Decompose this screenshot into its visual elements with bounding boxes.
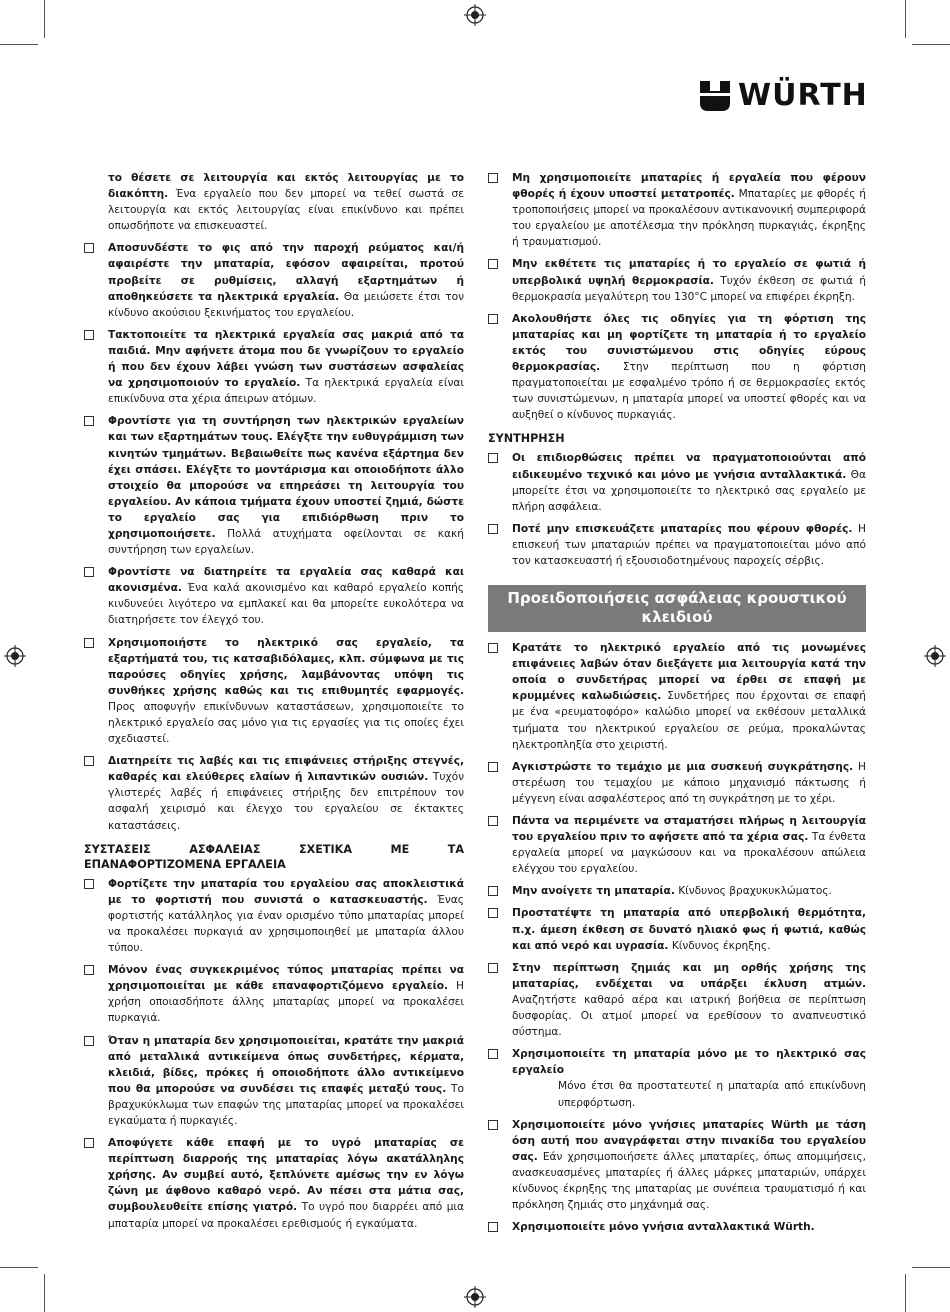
- list-item: [84, 876, 464, 956]
- item-text: Η στερέωση του τεμαχίου με κάποιο μηχανισμό πάκτωσης ή μέγγενη είναι ασφαλέστερος από τη συγκράτηση με το χέρι.: [512, 760, 866, 805]
- item-bold: Διατηρείτε τις λαβές και τις επιφάνειες στήριξης στεγνές, καθαρές και ελεύθερες ελαίων ή λιπαντικών ουσιών.: [108, 755, 464, 784]
- item-bold: Αποφύγετε κάθε επαφή με το υγρό μπαταρίας σε περίπτωση διαρροής της μπαταρίας λόγω ακατάλληλης χρήσης. Αν συμβεί αυτό, ξεπλύνετε αμέσως την εν λόγω ζώνη με άφθονο καθαρό νερό. Αν πέσει στα μάτια σας, συμβουλευθείτε επίσης γιατρό.: [108, 1137, 464, 1214]
- item-bold: Ποτέ μην επισκευάζετε μπαταρίες που φέρουν φθορές.: [512, 522, 853, 535]
- intro-bold: το θέσετε σε λειτουργία και εκτός λειτουργίας με το διακόπτη.: [108, 172, 464, 201]
- list-item: [488, 813, 866, 877]
- list-item: [488, 883, 866, 899]
- checkbox-icon: [84, 330, 94, 340]
- list-item: [488, 960, 866, 1040]
- item-text: Τα ηλεκτρικά εργαλεία είναι επικίνδυνα στα χέρια άπειρων ατόμων.: [108, 377, 464, 406]
- item-text: Ένας φορτιστής κατάλληλος για έναν ορισμένο τύπο μπαταρίας μπορεί να προκαλέσει πυρκαγιά αν χρησιμοποιηθεί με μπαταρία άλλου τύπου.: [108, 893, 464, 955]
- item-text: Μπαταρίες με φθορές ή τροποποιήσεις μπορεί να προκαλέσουν αντικανονική συμπεριφορά του εργαλείου με αποτέλεσμα την πρόκληση πυρκαγιάς, έκρηξης ή τραυματισμού.: [512, 188, 867, 249]
- heading-line-2: ΕΠΑΝΑΦΟΡΤΙΖΟΜΕΝΑ ΕΡΓΑΛΕΙΑ: [84, 857, 286, 871]
- list-item: [488, 759, 866, 807]
- item-text: Πολλά ατυχήματα οφείλονται σε κακή συντήρηση των εργαλείων.: [108, 527, 464, 557]
- item-bold: Χρησιμοποιείτε μόνο γνήσια ανταλλακτικά Würth.: [512, 1221, 815, 1234]
- list-item: [488, 1117, 866, 1214]
- item-bold: Κρατάτε το ηλεκτρικό εργαλείο από τις μονωμένες επιφάνειες λαβών όταν διεξάγετε μια λειτουργία κατά την οποία ο συνδετήρας μπορεί να έρθει σε επαφή με κρυμμένες καλωδιώσεις.: [512, 642, 866, 703]
- item-text: Η χρήση οποιασδήποτε άλλης μπαταρίας μπορεί να προκαλέσει πυρκαγιά.: [108, 980, 465, 1025]
- checkbox-icon: [84, 965, 94, 975]
- checkbox-icon: [84, 638, 94, 648]
- item-bold: Αγκιστρώστε το τεμάχιο με μια συσκευή συγκράτησης.: [512, 760, 854, 773]
- banner-line-1: Προειδοποιήσεις ασφάλειας κρουστικού: [507, 589, 847, 608]
- item-text: Τυχόν γλιστερές λαβές ή επιφάνειες στήριξης δεν επιτρέπουν τον ασφαλή χειρισμό και έλεγχο του εργαλείου σε έκτακτες καταστάσεις.: [108, 771, 464, 832]
- wurth-logo-icon: [698, 79, 732, 113]
- list-item: [84, 962, 464, 1026]
- checkbox-icon: [488, 314, 498, 324]
- item-text: Προς αποφυγήν επικίνδυνων καταστάσεων, χρησιμοποιείτε το ηλεκτρικό εργαλείο σας μόνο για τις εργασίες για τις οποίες έχει σχεδιαστεί.: [108, 700, 464, 746]
- list-item: [84, 1033, 464, 1130]
- list-item: [84, 1135, 464, 1232]
- item-bold: Φορτίζετε την μπαταρία του εργαλείου σας αποκλειστικά με το φορτιστή που συνιστά ο κατασκευαστής.: [108, 877, 464, 906]
- list-item: [84, 240, 464, 320]
- item-text: Συνδετήρες που έρχονται σε επαφή με ένα «ρευματοφόρο» καλώδιο μπορεί να εκθέσουν μεταλλικά τμήματα του ηλεκτρικού εργαλείου σε ρεύμα, προκαλώντας ηλεκτροπληξία στο χειριστή.: [512, 690, 866, 751]
- item-text: Θα μειώσετε έτσι τον κίνδυνο ακούσιου ξεκινήματος του εργαλείου.: [108, 290, 464, 319]
- section-banner-impact-wrench: [488, 585, 866, 632]
- checkbox-icon: [488, 908, 498, 918]
- checkbox-icon: [488, 453, 498, 463]
- item-bold: Όταν η μπαταρία δεν χρησιμοποιείται, κρατάτε την μακριά από μεταλλικά αντικείμενα όπως συνδετήρες, κέρματα, κλειδιά, βίδες, πρόκες ή οποιοδήποτε άλλο αντικείμενο που θα μπορούσε να συνδέσει τις επαφές μεταξύ τους.: [108, 1034, 464, 1095]
- brand-name: WÜRTH: [738, 78, 868, 113]
- checkbox-icon: [488, 762, 498, 772]
- checkbox-icon: [488, 643, 498, 653]
- wurth-logo: [698, 78, 868, 113]
- checkbox-icon: [84, 243, 94, 253]
- crop-mark: [912, 44, 950, 45]
- intro-paragraph: [84, 170, 464, 234]
- item-text: Το βραχυκύκλωμα των επαφών της μπαταρίας μπορεί να προκαλέσει εγκαύματα ή πυρκαγιές.: [108, 1082, 464, 1127]
- item-text: Θα μπορείτε έτσι να χρησιμοποιείτε το ηλεκτρικό σας εργαλείο με πλήρη ασφάλεια.: [512, 468, 866, 513]
- list-item: [84, 564, 464, 628]
- item-bold: Αποσυνδέστε το φις από την παροχή ρεύματος και/ή αφαιρέστε την μπαταρία, εφόσον αφαιρείται, προτού προβείτε σε ρυθμίσεις, αλλαγή εξαρτημάτων ή αποθηκεύσετε τα ηλεκτρικά εργαλεία.: [108, 242, 464, 303]
- checkbox-icon: [84, 416, 94, 426]
- heading-line-1: ΣΥΣΤΑΣΕΙΣ ΑΣΦΑΛΕΙΑΣ ΣΧΕΤΙΚΑ ΜΕ ΤΑ: [84, 842, 464, 856]
- list-item: [84, 327, 464, 407]
- checkbox-icon: [488, 816, 498, 826]
- checkbox-icon: [488, 173, 498, 183]
- item-bold: Μη χρησιμοποιείτε μπαταρίες ή εργαλεία που φέρουν φθορές ή έχουν υποστεί μετατροπές.: [512, 172, 866, 201]
- crop-mark: [905, 1274, 906, 1312]
- item-bold: Χρησιμοποιείτε μόνο γνήσιες μπαταρίες Würth με τάση όση αυτή που αναγράφεται στην πινακίδα του εργαλείου σας.: [512, 1118, 866, 1163]
- list-item: [488, 170, 866, 250]
- left-column: [84, 170, 464, 1238]
- item-text: Εάν χρησιμοποιήσετε άλλες μπαταρίες, όπως απομιμήσεις, ανασκευασμένες μπαταρίες ή άλλες μάρκες μπαταριών, υπάρχει κίνδυνος έκρηξης της μπαταρίας με συνέπεια τραυματισμό ή και πρόκληση ζημιάς στο μηχάνημά σας.: [512, 1150, 866, 1212]
- right-column: [488, 170, 866, 1241]
- list-item: [488, 1219, 866, 1235]
- item-text: Η επισκευή των μπαταριών πρέπει να πραγματοποιείται μόνο από τον κατασκευαστή ή εξουσιοδοτημένους παροχείς σέρβις.: [512, 522, 866, 567]
- checkbox-icon: [84, 1138, 94, 1148]
- list-item: [488, 640, 866, 753]
- item-text: Το υγρό που διαρρέει από μια μπαταρία μπορεί να προκαλέσει ερεθισμούς ή εγκαύματα.: [108, 1201, 464, 1230]
- crop-mark: [0, 44, 38, 45]
- crop-mark: [912, 1267, 950, 1268]
- crop-mark: [905, 0, 906, 38]
- item-bold: Μην ανοίγετε τη μπαταρία.: [512, 885, 675, 898]
- checkbox-icon: [488, 1049, 498, 1059]
- banner-line-2: κλειδιού: [641, 608, 713, 627]
- item-text: Αναζητήστε καθαρό αέρα και ιατρική βοήθεια σε περίπτωση δυσφορίας. Οι ατμοί μπορεί να ερεθίσουν το αναπνευστικό σύστημα.: [512, 993, 866, 1039]
- item-bold: Ακολουθήστε όλες τις οδηγίες για τη φόρτιση της μπαταρίας και μη φορτίζετε τη μπαταρία ή το εργαλείο εκτός του συνιστώμενου στις οδηγίες εύρους θερμοκρασίας.: [512, 312, 866, 374]
- checkbox-icon: [488, 1222, 498, 1232]
- list-item: [488, 905, 866, 953]
- list-item: [488, 521, 866, 569]
- checkbox-icon: [488, 963, 498, 973]
- item-bold: Τακτοποιείτε τα ηλεκτρικά εργαλεία σας μακριά από τα παιδιά. Μην αφήνετε άτομα που δε γνωρίζουν το εργαλείο ή που δεν έχουν λάβει γνώση των συστάσεων ασφαλείας να χρησιμοποιούν το εργαλείο.: [108, 328, 464, 390]
- item-bold: Πάντα να περιμένετε να σταματήσει πλήρως η λειτουργία του εργαλείου πριν το αφήσετε από τα χέρια σας.: [512, 815, 866, 844]
- crop-mark: [44, 0, 45, 38]
- checkbox-icon: [84, 1036, 94, 1046]
- item-bold: Χρησιμοποιείτε τη μπαταρία μόνο με το ηλεκτρικό σας εργαλείο: [512, 1048, 866, 1077]
- list-item: [488, 256, 866, 304]
- item-bold: Χρησιμοποιήστε το ηλεκτρικό σας εργαλείο, τα εξαρτήματά του, τις κατσαβιδόλαμες, κλπ. σύμφωνα με τις παρούσες οδηγίες χρήσης, λαμβάνοντας υπόψη τις συνθήκες χρήσης καθώς και τις επιθυμητές εφαρμογές.: [108, 636, 464, 697]
- section-heading-maintenance: ΣΥΝΤΗΡΗΣΗ: [488, 432, 565, 446]
- item-text: Στην περίπτωση που η φόρτιση πραγματοποιείται με εσφαλμένο τρόπο ή σε θερμοκρασίες εκτός των συνιστώμενων, η μπαταρία μπορεί να υποστεί φθορές και να αυξηθεί ο κίνδυνος πυρκαγιάς.: [512, 361, 866, 422]
- section-heading-battery: [84, 842, 464, 872]
- intro-text: Ένα εργαλείο που δεν μπορεί να τεθεί σωστά σε λειτουργία και εκτός λειτουργίας είναι επικίνδυνο και πρέπει οπωσδήποτε να επισκευαστεί.: [108, 188, 464, 233]
- item-text: Ένα καλά ακονισμένο και καθαρό εργαλείο κοπής κινδυνεύει λιγότερο να εμπλακεί και θα μπορείτε ευκολότερα να διατηρήσετε τον έλεγχό του.: [108, 582, 464, 627]
- checkbox-icon: [84, 567, 94, 577]
- registration-mark-icon: [4, 645, 26, 667]
- item-text: Κίνδυνος βραχυκυκλώματος.: [674, 885, 832, 898]
- checkbox-icon: [488, 524, 498, 534]
- list-item: [488, 1046, 866, 1110]
- registration-mark-icon: [464, 4, 486, 26]
- checkbox-icon: [84, 879, 94, 889]
- registration-mark-icon: [924, 645, 946, 667]
- list-item: [488, 311, 866, 424]
- item-text: Τα ένθετα εργαλεία μπορεί να μαγκώσουν και να προκαλέσουν απώλεια ελέγχου του εργαλείου.: [512, 831, 867, 876]
- item-bold: Οι επιδιορθώσεις πρέπει να πραγματοποιούνται από ειδικευμένο τεχνικό και μόνο με γνήσια ανταλλακτικά.: [512, 452, 866, 481]
- checkbox-icon: [488, 259, 498, 269]
- checkbox-icon: [84, 756, 94, 766]
- item-bold: Στην περίπτωση ζημιάς και μη ορθής χρήσης της μπαταρίας, ενδέχεται να υπάρξει έκλυση ατμών.: [512, 961, 866, 990]
- list-item: [84, 413, 464, 558]
- item-text: Κίνδυνος έκρηξης.: [668, 939, 771, 952]
- checkbox-icon: [488, 1120, 498, 1130]
- item-text: Μόνο έτσι θα προστατευτεί η μπαταρία από επικίνδυνη υπερφόρτωση.: [558, 1080, 866, 1109]
- crop-mark: [0, 1267, 38, 1268]
- item-bold: Προστατέψτε τη μπαταρία από υπερβολική θερμότητα, π.χ. άμεση έκθεση σε δυνατό ηλιακό φως ή φωτιά, καθώς και από νερό και υγρασία.: [512, 907, 866, 952]
- item-bold: Φροντίστε για τη συντήρηση των ηλεκτρικών εργαλείων και των εξαρτημάτων τους. Ελέγξτε την ευθυγράμμιση των κινητών τμημάτων. Βεβαιωθείτε πως κανένα εξάρτημα δεν έχει σπάσει. Ελέγξτε το μοντάρισμα και οποιοδήποτε άλλο στοιχείο θα μπορούσε να επηρεάσει τη λειτουργία του εργαλείου. Αν κάποια τμήματα έχουν υποστεί ζημιά, δώστε το εργαλείο σας για επιδιόρθωση πριν το χρησιμοποιήσετε.: [108, 415, 464, 540]
- checkbox-icon: [488, 886, 498, 896]
- item-bold: Φροντίστε να διατηρείτε τα εργαλεία σας καθαρά και ακονισμένα.: [108, 566, 464, 595]
- registration-mark-icon: [464, 1286, 486, 1308]
- item-text: Τυχόν έκθεση σε φωτιά ή θερμοκρασία μεγαλύτερη του 130°C μπορεί να επιφέρει έκρηξη.: [512, 274, 866, 303]
- crop-mark: [44, 1274, 45, 1312]
- list-item: [84, 753, 464, 833]
- list-item: [84, 635, 464, 748]
- item-bold: Μόνον ένας συγκεκριμένος τύπος μπαταρίας πρέπει να χρησιμοποιείται με κάθε επαναφορτιζόμενο εργαλείο.: [108, 964, 464, 993]
- list-item: [488, 450, 866, 514]
- item-bold: Μην εκθέτετε τις μπαταρίες ή το εργαλείο σε φωτιά ή υπερβολικά υψηλή θερμοκρασία.: [512, 258, 866, 287]
